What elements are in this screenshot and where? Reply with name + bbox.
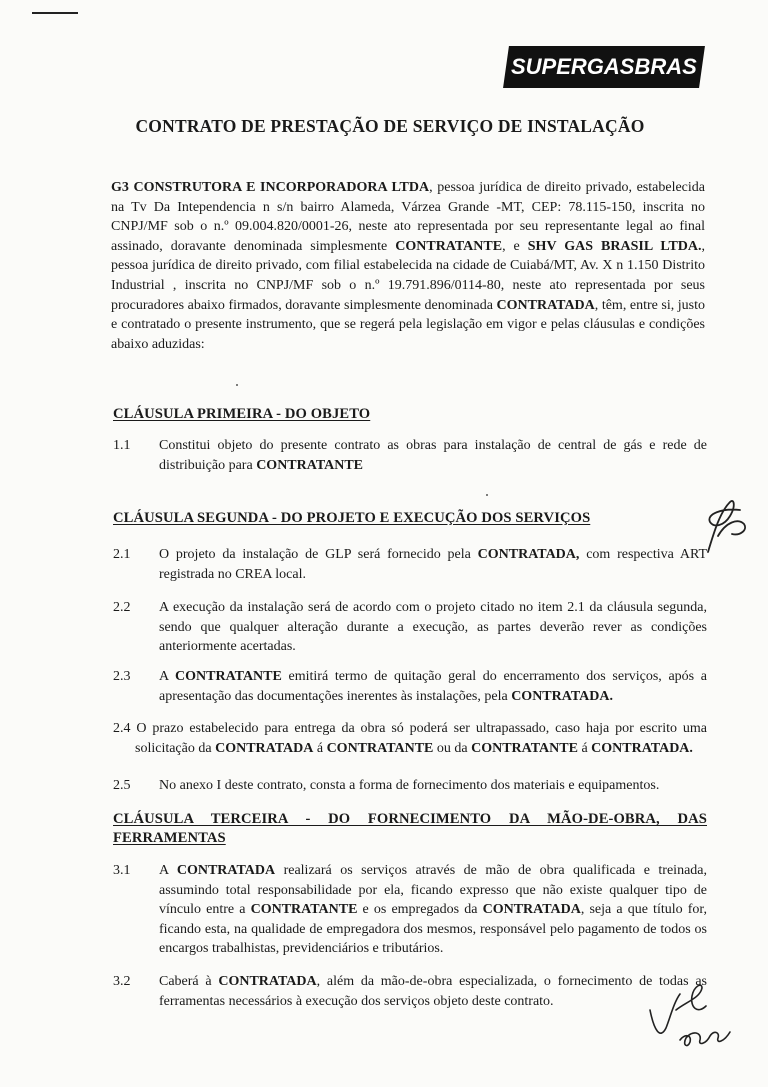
clause-item-3-1 xyxy=(113,861,707,959)
item-number: 3.1 xyxy=(113,863,131,878)
item-number: 2.1 xyxy=(113,547,131,562)
rubric-signature-icon xyxy=(640,980,750,1060)
item-text: Constitui objeto do presente contrato as obras para instalação de central de gás e rede de distribuição para CONTRATANTE xyxy=(159,438,707,473)
scan-speck xyxy=(236,384,238,386)
scan-mark xyxy=(32,12,78,14)
logo-text: SUPERGASBRAS xyxy=(511,54,697,79)
item-text: O projeto da instalação de GLP será fornecido pela CONTRATADA, com respectiva ART registrada no CREA local. xyxy=(159,547,707,582)
clause-item-2-2 xyxy=(113,598,707,657)
clause-item-3-2 xyxy=(113,972,707,1011)
supergasbras-logo xyxy=(503,46,705,88)
item-text: A CONTRATADA realizará os serviços através de mão de obra qualificada e treinada, assumindo total responsabilidade por ela, ficando expresso que não existe qualquer tipo de vínculo entre a CONTRATANTE e os empregados da CONTRATADA, seja a que título for, ficando esta, na qualidade de empregadora dos mesmos, responsável pelo pagamento de todos os encargos trabalhistas, previdenciários e tributários. xyxy=(159,863,708,957)
intro-text-4: , têm, entre si, justo e contratado o presente instrumento, que se regerá pela legislação em vigor e pelas cláusulas e condições abaixo aduzidas: xyxy=(111,297,705,352)
item-number: 3.2 xyxy=(113,974,131,989)
item-text: No anexo I deste contrato, consta a forma de fornecimento dos materiais e equipamentos. xyxy=(159,778,660,793)
intro-text-2: , e xyxy=(502,238,528,254)
scan-speck xyxy=(486,494,488,496)
initials-signature-icon xyxy=(700,492,752,562)
intro-paragraph xyxy=(111,178,705,354)
term-contratante: CONTRATANTE xyxy=(395,238,503,254)
item-number: 2.3 xyxy=(113,669,131,684)
intro-text-3: , pessoa jurídica de direito privado, com filial estabelecida na cidade de Cuiabá/MT, Av. X n 1.150 Distrito Industrial , inscrita no CNPJ/MF sob o n.º 19.791.896/0114-80, neste ato representada por seus procuradores abaixo firmados, doravante simplesmente denominada xyxy=(111,238,705,313)
item-text: A CONTRATANTE emitirá termo de quitação geral do encerramento dos serviços, após a apresentação das documentações inerentes às instalações, pela CONTRATADA. xyxy=(159,669,707,704)
clause-item-2-3 xyxy=(113,667,707,706)
item-number: 2.5 xyxy=(113,778,131,793)
item-number: 2.2 xyxy=(113,600,131,615)
party-contratante-name: G3 CONSTRUTORA E INCORPORADORA LTDA xyxy=(111,180,430,195)
clause-3-heading: CLÁUSULA TERCEIRA - DO FORNECIMENTO DA MÃO-DE-OBRA, DAS FERRAMENTAS xyxy=(113,811,707,846)
term-contratada: CONTRATADA xyxy=(496,297,595,313)
document-title: CONTRATO DE PRESTAÇÃO DE SERVIÇO DE INSTALAÇÃO xyxy=(135,116,645,136)
item-text: 2.4 O prazo estabelecido para entrega da obra só poderá ser ultrapassado, caso haja por escrito uma solicitação da CONTRATADA á CONTRATANTE ou da CONTRATANTE á CONTRATADA. xyxy=(113,721,707,756)
item-text: Caberá à CONTRATADA, além da mão-de-obra especializada, o fornecimento de todas as ferramentas necessários à execução dos serviços objeto deste contrato. xyxy=(159,974,707,1009)
clause-item-1-1 xyxy=(113,436,707,475)
intro-text-1: , pessoa jurídica de direito privado, estabelecida na Tv Da Intependencia n s/n bairro Alameda, Várzea Grande -MT, CEP: 78.115-150, inscrita no CNPJ/MF sob o n.º 09.004.820/0001-26, neste ato representada por seu representante legal ao final assinado, doravante denominada simplesmente xyxy=(111,180,705,254)
clause-item-2-5 xyxy=(113,776,707,796)
clause-item-2-1 xyxy=(113,545,707,584)
item-text: A execução da instalação será de acordo com o projeto citado no item 2.1 da cláusula segunda, sendo que qualquer alteração durante a execução, as partes deverão rever as condições anteriormente acertadas. xyxy=(159,600,707,655)
clause-item-2-4 xyxy=(113,719,707,758)
party-contratada-name: SHV GAS BRASIL LTDA. xyxy=(527,238,702,254)
item-number: 1.1 xyxy=(113,438,131,453)
clause-1-heading: CLÁUSULA PRIMEIRA - DO OBJETO xyxy=(113,406,371,422)
clause-2-heading: CLÁUSULA SEGUNDA - DO PROJETO E EXECUÇÃO DOS SERVIÇOS xyxy=(113,510,591,526)
